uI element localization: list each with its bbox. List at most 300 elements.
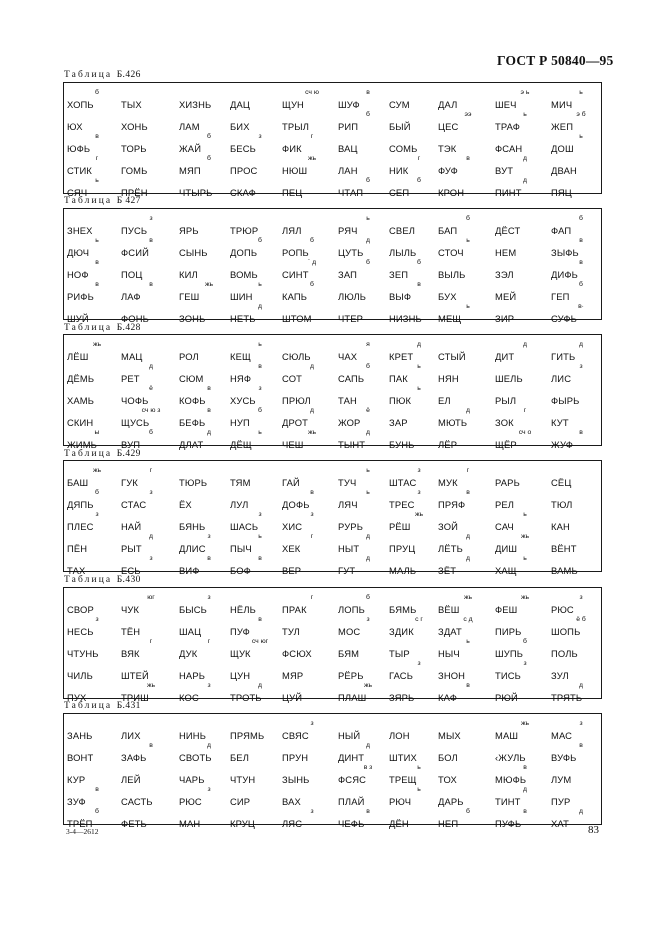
- syllable-word: СЮМ: [179, 373, 204, 384]
- table-caption: [64, 70, 141, 80]
- syllable-word: НАРЬ: [179, 670, 206, 681]
- word-cell: [121, 489, 187, 511]
- syllable-word: ДЯПЬ: [67, 499, 94, 510]
- syllable-word: ЛЯЧ: [338, 499, 358, 510]
- pronunciation-mark: ь: [523, 111, 527, 118]
- pronunciation-mark: ь: [366, 489, 370, 496]
- syllable-word: ЗАР: [389, 417, 408, 428]
- syllable-word: ЛИС: [551, 373, 572, 384]
- pronunciation-mark: д: [366, 429, 370, 436]
- pronunciation-mark: с г: [415, 616, 423, 623]
- pronunciation-mark: з: [417, 467, 421, 474]
- syllable-word: МЯП: [179, 165, 201, 176]
- pronunciation-mark: д: [523, 341, 527, 348]
- syllable-word: НУП: [230, 417, 250, 428]
- table-caption-word: Таблица: [64, 70, 117, 80]
- pronunciation-mark: д: [366, 742, 370, 749]
- pronunciation-mark: з: [579, 594, 583, 601]
- syllable-word: ТЭК: [438, 143, 457, 154]
- table-row: [64, 237, 601, 259]
- pronunciation-mark: д: [258, 682, 262, 689]
- word-cell: [121, 533, 187, 555]
- syllable-word: ЛЯС: [282, 818, 303, 829]
- syllable-word: ВАХ: [282, 796, 301, 807]
- syllable-word: РЕТ: [121, 373, 140, 384]
- pronunciation-mark: з: [149, 215, 153, 222]
- table-row: [64, 177, 601, 199]
- table-row: [64, 133, 601, 155]
- syllable-word: БЕСЬ: [230, 143, 256, 154]
- pronunciation-mark: жь: [520, 594, 530, 601]
- pronunciation-mark: б: [258, 237, 262, 244]
- syllable-word: РОЛ: [179, 351, 199, 362]
- syllable-word: МАШ: [495, 730, 519, 741]
- syllable-word: КРЕТ: [389, 351, 414, 362]
- pronunciation-mark: в: [149, 742, 153, 749]
- syllable-word: ПРЯМЬ: [230, 730, 265, 741]
- syllable-word: РОПЬ: [282, 247, 309, 258]
- syllable-word: БАШ: [67, 477, 89, 488]
- pronunciation-mark: з: [310, 720, 314, 727]
- pronunciation-mark: ь: [258, 429, 262, 436]
- pronunciation-mark: г: [523, 407, 527, 414]
- pronunciation-mark: жь: [92, 341, 102, 348]
- table-row: [64, 808, 601, 830]
- pronunciation-mark: д: [207, 742, 211, 749]
- syllable-word: ПЯЦ: [551, 187, 572, 198]
- word-cell: [551, 764, 617, 786]
- pronunciation-mark: сч ю з: [141, 407, 161, 414]
- word-cell: [121, 215, 187, 237]
- syllable-word: ТЫНТ: [338, 439, 366, 450]
- syllable-word: РЮС: [551, 604, 574, 615]
- syllable-word: НЯФ: [230, 373, 252, 384]
- syllable-word: БОФ: [230, 565, 251, 576]
- syllable-word: ДАЛ: [438, 99, 458, 110]
- syllable-word: ШУЙ: [67, 313, 89, 324]
- syllable-word: ЩУН: [282, 99, 304, 110]
- syllable-word: ЗНОН: [438, 670, 466, 681]
- syllable-word: СТИК: [67, 165, 92, 176]
- syllable-word: РЕЛ: [495, 499, 515, 510]
- syllable-word: ЗДАТ: [438, 626, 462, 637]
- table-caption-number: Б 427: [116, 196, 141, 206]
- word-cell: [121, 467, 187, 489]
- syllable-word: ХОПЬ: [67, 99, 94, 110]
- pronunciation-mark: з: [95, 616, 99, 623]
- syllable-word: ГУТ: [338, 565, 356, 576]
- pronunciation-mark: в: [579, 429, 583, 436]
- syllable-word: ДЁН: [389, 818, 409, 829]
- pronunciation-mark: д: [310, 363, 314, 370]
- pronunciation-mark: ь: [579, 133, 583, 140]
- pronunciation-mark: б: [466, 808, 470, 815]
- syllable-word: НЯН: [438, 373, 459, 384]
- syllable-word: ПЕЦ: [282, 187, 303, 198]
- syllable-word: ЦЕС: [438, 121, 459, 132]
- syllable-word: ЧТУН: [230, 774, 256, 785]
- word-table: [63, 713, 602, 829]
- syllable-word: ЧОФЬ: [121, 395, 149, 406]
- pronunciation-mark: г: [207, 638, 211, 645]
- syllable-word: ЦУЙ: [282, 692, 303, 703]
- word-cell: [121, 89, 187, 111]
- pronunciation-mark: д: [149, 533, 153, 540]
- syllable-word: ХАМЬ: [67, 395, 95, 406]
- pronunciation-mark: г: [466, 467, 470, 474]
- pronunciation-mark: д: [310, 407, 314, 414]
- word-cell: [551, 429, 617, 451]
- pronunciation-mark: д: [366, 555, 370, 562]
- syllable-word: НЕСЬ: [67, 626, 94, 637]
- syllable-word: БОЛ: [438, 752, 458, 763]
- syllable-word: ЗОК: [495, 417, 514, 428]
- table-caption-word: Таблица: [64, 323, 117, 333]
- pronunciation-mark: в: [149, 237, 153, 244]
- syllable-word: ЯРЬ: [179, 225, 199, 236]
- syllable-word: НЫЙ: [338, 730, 361, 741]
- pronunciation-mark: в: [95, 259, 99, 266]
- word-cell: [551, 555, 617, 577]
- syllable-word: ЗУФ: [67, 796, 86, 807]
- pronunciation-mark: д: [523, 786, 527, 793]
- table-caption: [64, 196, 141, 206]
- table-caption-number: Б.428: [116, 323, 141, 333]
- table-row: [64, 89, 601, 111]
- syllable-word: ПРУН: [282, 752, 309, 763]
- syllable-word: ДИНТ: [338, 752, 365, 763]
- pronunciation-mark: д: [466, 407, 470, 414]
- syllable-word: ЧАХ: [338, 351, 358, 362]
- syllable-word: МЮТЬ: [438, 417, 468, 428]
- syllable-word: ДВАН: [551, 165, 577, 176]
- syllable-word: МАЛЬ: [389, 565, 417, 576]
- pronunciation-mark: ь: [417, 363, 421, 370]
- pronunciation-mark: в·: [578, 303, 584, 310]
- pronunciation-mark: д: [258, 303, 262, 310]
- syllable-word: СВОТЬ: [179, 752, 212, 763]
- pronunciation-mark: жь: [204, 281, 214, 288]
- pronunciation-mark: в: [466, 155, 470, 162]
- pronunciation-mark: ё: [366, 407, 370, 414]
- pronunciation-mark: в: [207, 555, 211, 562]
- syllable-word: ТЁН: [121, 626, 141, 637]
- syllable-word: БЯМ: [338, 648, 360, 659]
- syllable-word: ФАП: [551, 225, 572, 236]
- pronunciation-mark: з: [95, 511, 99, 518]
- word-cell: [121, 111, 187, 133]
- pronunciation-mark: в: [95, 786, 99, 793]
- word-cell: [551, 511, 617, 533]
- syllable-word: СОМЬ: [389, 143, 418, 154]
- syllable-word: БЕЛ: [230, 752, 250, 763]
- syllable-word: РЮЧ: [389, 796, 412, 807]
- table-row: [64, 786, 601, 808]
- pronunciation-mark: г: [149, 638, 153, 645]
- table-caption: [64, 323, 141, 333]
- word-cell: [121, 764, 187, 786]
- syllable-word: ФСИЙ: [121, 247, 149, 258]
- syllable-word: ЕЛ: [438, 395, 451, 406]
- word-cell: [121, 511, 187, 533]
- word-cell: [121, 594, 187, 616]
- syllable-word: МАН: [179, 818, 201, 829]
- word-cell: [121, 341, 187, 363]
- syllable-word: ТРАФ: [495, 121, 521, 132]
- pronunciation-mark: ь: [523, 511, 527, 518]
- syllable-word: ГИТЬ: [551, 351, 576, 362]
- table-row: [64, 215, 601, 237]
- pronunciation-mark: з: [366, 616, 370, 623]
- word-cell: [551, 363, 617, 385]
- table-caption-word: Таблица: [64, 196, 117, 206]
- pronunciation-mark: в: [149, 281, 153, 288]
- syllable-word: РУРЬ: [338, 521, 364, 532]
- syllable-word: ЖУФ: [551, 439, 574, 450]
- syllable-word: НАЙ: [121, 521, 142, 532]
- pronunciation-mark: б: [366, 594, 370, 601]
- syllable-word: НОФ: [67, 269, 89, 280]
- syllable-word: ТРОТЬ: [230, 692, 262, 703]
- syllable-word: ТАХ: [67, 565, 86, 576]
- pronunciation-mark: г: [310, 133, 314, 140]
- pronunciation-mark: сч юг: [251, 638, 269, 645]
- table-caption-number: Б.431: [116, 701, 141, 711]
- syllable-word: РЫЛ: [495, 395, 517, 406]
- pronunciation-mark: в: [523, 808, 527, 815]
- syllable-word: ПЮК: [389, 395, 412, 406]
- syllable-word: РЁШ: [389, 521, 411, 532]
- table-caption: [64, 449, 141, 459]
- word-cell: [121, 555, 187, 577]
- pronunciation-mark: ь: [95, 237, 99, 244]
- syllable-word: СУФЬ: [551, 313, 577, 324]
- pronunciation-mark: жь: [307, 155, 317, 162]
- syllable-word: ФЕТЬ: [121, 818, 147, 829]
- syllable-word: КАПЬ: [282, 291, 308, 302]
- word-cell: [121, 385, 187, 407]
- syllable-word: ШТЕЙ: [121, 670, 149, 681]
- syllable-word: ЕСЬ: [121, 565, 141, 576]
- table-caption: [64, 701, 141, 711]
- pronunciation-mark: з: [207, 594, 211, 601]
- syllable-word: МОС: [338, 626, 361, 637]
- syllable-word: ТРЮР: [230, 225, 259, 236]
- pronunciation-mark: ь: [417, 764, 421, 771]
- pronunciation-mark: в: [258, 555, 262, 562]
- word-cell: [121, 742, 187, 764]
- table-row: [64, 742, 601, 764]
- table-row: [64, 555, 601, 577]
- word-cell: [551, 682, 617, 704]
- syllable-word: ДИТ: [495, 351, 515, 362]
- pronunciation-mark: г: [417, 155, 421, 162]
- syllable-word: ЗДИК: [389, 626, 414, 637]
- syllable-word: БАП: [438, 225, 458, 236]
- syllable-word: ЗЁТ: [438, 565, 457, 576]
- syllable-word: ЧЕШ: [282, 439, 304, 450]
- pronunciation-mark: з: [207, 786, 211, 793]
- table-caption-word: Таблица: [64, 575, 117, 585]
- syllable-word: ШАЦ: [179, 626, 202, 637]
- word-cell: [121, 429, 187, 451]
- syllable-word: ЖАЙ: [179, 143, 202, 154]
- pronunciation-mark: ь: [417, 786, 421, 793]
- syllable-word: ЛЁТЬ: [438, 543, 463, 554]
- word-table: [63, 587, 602, 703]
- syllable-word: ЁХ: [179, 499, 192, 510]
- word-cell: [121, 660, 187, 682]
- syllable-word: ВОМЬ: [230, 269, 258, 280]
- syllable-word: КЕЩ: [230, 351, 251, 362]
- syllable-word: ДОШ: [551, 143, 574, 154]
- syllable-word: ТЯМ: [230, 477, 251, 488]
- pronunciation-mark: в: [207, 407, 211, 414]
- syllable-word: ТИНТ: [495, 796, 521, 807]
- syllable-word: ПИРЬ: [495, 626, 522, 637]
- pronunciation-mark: ь: [466, 237, 470, 244]
- syllable-word: РЫТ: [121, 543, 142, 554]
- table-caption-number: Б.430: [116, 575, 141, 585]
- syllable-word: ТАН: [338, 395, 357, 406]
- syllable-word: ШУФ: [338, 99, 360, 110]
- syllable-word: ФСЯС: [338, 774, 367, 785]
- table-row: [64, 341, 601, 363]
- syllable-word: МИЧ: [551, 99, 573, 110]
- pronunciation-mark: д: [207, 429, 211, 436]
- syllable-word: ЛЫЛЬ: [389, 247, 417, 258]
- syllable-word: КУТ: [551, 417, 569, 428]
- syllable-word: ТЫР: [389, 648, 410, 659]
- pronunciation-mark: з: [149, 489, 153, 496]
- syllable-word: ДАРЬ: [438, 796, 464, 807]
- word-cell: [121, 237, 187, 259]
- syllable-word: ПУФЬ: [495, 818, 522, 829]
- pronunciation-mark: в: [466, 489, 470, 496]
- pronunciation-mark: жь: [414, 511, 424, 518]
- syllable-word: ХИС: [282, 521, 303, 532]
- pronunciation-mark: жь: [463, 594, 473, 601]
- syllable-word: ШТАС: [389, 477, 417, 488]
- word-cell: [551, 215, 617, 237]
- syllable-word: ЛАМ: [179, 121, 200, 132]
- syllable-word: ШЕЛЬ: [495, 373, 523, 384]
- pronunciation-mark: г: [95, 155, 99, 162]
- pronunciation-mark: б: [579, 215, 583, 222]
- word-cell: [551, 259, 617, 281]
- table-caption-number: Б.426: [116, 70, 141, 80]
- syllable-word: ФСАН: [495, 143, 523, 154]
- pronunciation-mark: с д: [463, 616, 473, 623]
- syllable-word: ТУЧ: [338, 477, 357, 488]
- syllable-word: ФУФ: [438, 165, 458, 176]
- pronunciation-mark: ээ: [464, 111, 472, 118]
- pronunciation-mark: д: [523, 155, 527, 162]
- word-cell: [551, 281, 617, 303]
- word-cell: [121, 133, 187, 155]
- pronunciation-mark: ё: [149, 385, 153, 392]
- syllable-word: ДЁМЬ: [67, 373, 95, 384]
- table-row: [64, 682, 601, 704]
- syllable-word: ЗАНЬ: [67, 730, 93, 741]
- pronunciation-mark: ь: [417, 385, 421, 392]
- syllable-word: ШЕЧ: [495, 99, 517, 110]
- pronunciation-mark: д: [149, 363, 153, 370]
- pronunciation-mark: з: [207, 682, 211, 689]
- syllable-word: НИНЬ: [179, 730, 207, 741]
- print-code: 3-4—2612: [66, 827, 99, 836]
- syllable-word: ШАСЬ: [230, 521, 259, 532]
- pronunciation-mark: жь: [146, 682, 156, 689]
- pronunciation-mark: сч о: [518, 429, 532, 436]
- syllable-word: ТЫХ: [121, 99, 142, 110]
- word-cell: [121, 259, 187, 281]
- syllable-word: ЖИМЬ: [67, 439, 97, 450]
- syllable-word: НЕТЬ: [230, 313, 256, 324]
- syllable-word: ШТОМ: [282, 313, 312, 324]
- syllable-word: ПЁН: [67, 543, 88, 554]
- table-row: [64, 111, 601, 133]
- syllable-word: ЧТЫРЬ: [179, 187, 213, 198]
- table-row: [64, 511, 601, 533]
- syllable-word: ЮФЬ: [67, 143, 91, 154]
- syllable-word: ПОЦ: [121, 269, 143, 280]
- syllable-word: САЧ: [495, 521, 514, 532]
- pronunciation-mark: д: [366, 237, 370, 244]
- syllable-word: СТЫЙ: [438, 351, 466, 362]
- table-row: [64, 363, 601, 385]
- word-cell: [551, 303, 617, 325]
- syllable-word: НЫЧ: [438, 648, 460, 659]
- pronunciation-mark: г: [310, 533, 314, 540]
- pronunciation-mark: в: [366, 89, 370, 96]
- pronunciation-mark: б: [466, 215, 470, 222]
- syllable-word: КОС: [179, 692, 199, 703]
- word-cell: [121, 303, 187, 325]
- word-cell: [551, 467, 617, 489]
- syllable-word: МЮФЬ: [495, 774, 527, 785]
- table-row: [64, 155, 601, 177]
- syllable-word: СИНТ: [282, 269, 309, 280]
- pronunciation-mark: ь: [366, 215, 370, 222]
- syllable-word: ТРЕС: [389, 499, 415, 510]
- syllable-word: СИР: [230, 796, 251, 807]
- syllable-word: ДЛАТ: [179, 439, 204, 450]
- syllable-word: ГЕП: [551, 291, 570, 302]
- word-table: [63, 460, 602, 576]
- pronunciation-mark: б: [95, 489, 99, 496]
- pronunciation-mark: д: [466, 555, 470, 562]
- word-cell: [551, 177, 617, 199]
- syllable-word: МЕЩ: [438, 313, 462, 324]
- pronunciation-mark: ь: [579, 89, 583, 96]
- syllable-word: ЛИХ: [121, 730, 141, 741]
- pronunciation-mark: ь: [95, 177, 99, 184]
- syllable-word: ЛЯЛ: [282, 225, 302, 236]
- syllable-word: ЛУМ: [551, 774, 572, 785]
- pronunciation-mark: б: [95, 89, 99, 96]
- word-cell: [551, 808, 617, 830]
- table-caption-word: Таблица: [64, 701, 117, 711]
- pronunciation-mark: з: [149, 555, 153, 562]
- pronunciation-mark: д: [417, 341, 421, 348]
- pronunciation-mark: ь: [258, 533, 262, 540]
- syllable-word: ТОХ: [438, 774, 457, 785]
- pronunciation-mark: я: [366, 341, 370, 348]
- syllable-word: НЕМ: [495, 247, 517, 258]
- pronunciation-mark: в: [417, 281, 421, 288]
- syllable-word: СВЕЛ: [389, 225, 416, 236]
